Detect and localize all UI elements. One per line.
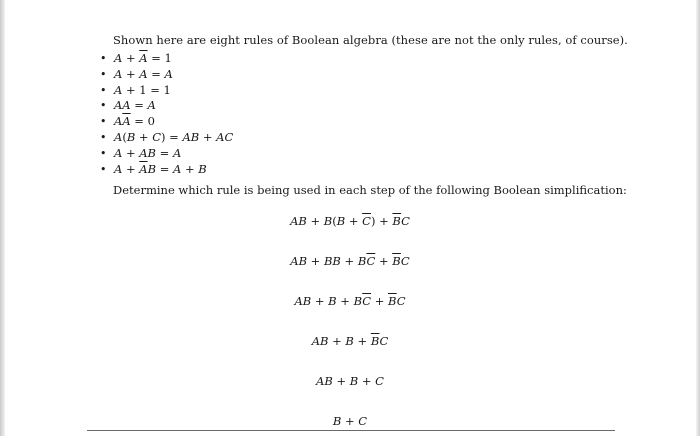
rule-item: [100, 146, 233, 162]
bullet: •: [100, 162, 107, 176]
simplification-step: AB + BB + $B\overline{C} + \overline{B}C$: [290, 254, 410, 268]
bullet: •: [100, 130, 107, 144]
bullet: •: [100, 115, 107, 129]
rule-expression: $A\overline{A} = 0$: [114, 114, 155, 129]
rule-expression: A + AB = A: [114, 145, 182, 160]
bottom-divider-line: [87, 430, 615, 431]
rule-expression: A(B + C) = AB + AC: [114, 129, 234, 144]
rule-item: [100, 67, 233, 83]
bullet: •: [100, 52, 107, 65]
rule-item: [100, 130, 233, 146]
rule-item: [100, 98, 233, 114]
simplification-step: B + C: [332, 414, 368, 428]
rule-item: [100, 51, 233, 67]
bullet: •: [100, 83, 107, 97]
bullet: •: [100, 146, 107, 160]
simplification-step: AB + $B + \overline{B}C$: [311, 334, 389, 348]
bullet: •: [100, 99, 107, 113]
boolean-rules-list: [100, 51, 233, 177]
bullet: •: [100, 67, 107, 81]
rule-item: [100, 83, 233, 99]
rule-item: [100, 114, 233, 130]
question-text: Determine which rule is being used in each step of the following Boolean simplification:: [113, 183, 627, 197]
rule-expression: $A + \overline{A}B = A + B$: [114, 161, 207, 176]
rule-expression: $A + \overline{A} = 1$: [114, 51, 172, 65]
simplification-step: AB + $B(B + \overline{C}) + \overline{B}C$: [290, 214, 410, 228]
simplification-step: AB + $B + B\overline{C} + \overline{B}C$: [294, 294, 406, 308]
rule-expression: AA = A: [114, 98, 156, 113]
rule-item: [100, 162, 233, 178]
simplification-step: AB + B + C: [316, 374, 384, 388]
rule-expression: A + A = A: [114, 66, 173, 81]
rule-expression: A + 1 = 1: [114, 82, 171, 97]
intro-text: Shown here are eight rules of Boolean algebra (these are not the only rules, of course).: [113, 33, 628, 47]
